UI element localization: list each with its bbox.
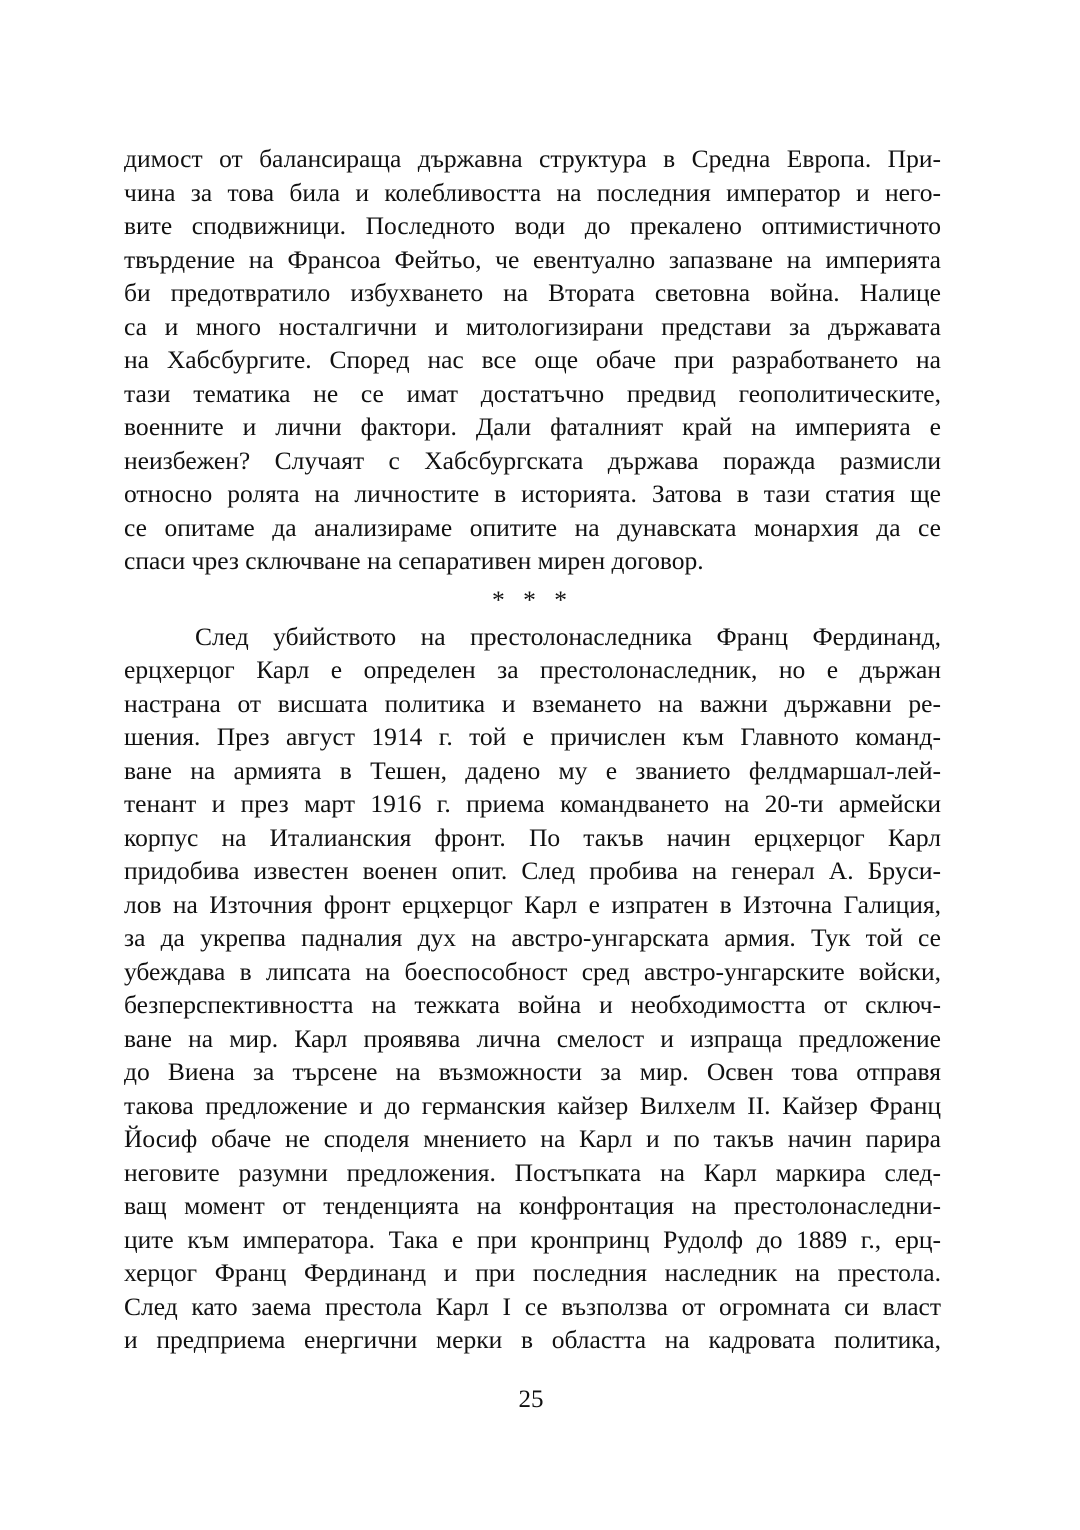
text-line: лов на Източния фронт ерцхерцог Карл е изпратен в Източна Галиция, xyxy=(124,889,941,919)
text-line: спаси чрез сключване на сепаративен мирен договор. xyxy=(124,546,704,575)
text-line: такова предложение и до германския кайзер Вилхелм II. Кайзер Франц xyxy=(124,1090,941,1120)
text-line: неговите разумни предложения. Постъпката на Карл маркира след- xyxy=(124,1157,941,1187)
text-line: за да укрепва падналия дух на австро-унгарската армия. Тук той се xyxy=(124,923,941,952)
text-line: Йосиф обаче не споделя мнението на Карл и по такъв начин парира xyxy=(124,1124,941,1153)
text-line: на Хабсбургите. Според нас все още обаче при разработването на xyxy=(124,345,941,374)
text-line: След убийството на престолонаследника Франц Фердинанд, xyxy=(195,621,941,651)
text-line: тенант и през март 1916 г. приема командването на 20-ти армейски xyxy=(124,789,941,818)
text-line: вите сподвижници. Последното води до прекалено оптимистичното xyxy=(124,211,941,240)
text-line: би предотвратило избухването на Втората световна война. Налице xyxy=(124,278,941,307)
text-line: и предприема енергични мерки в областта на кадровата политика, xyxy=(124,1325,941,1354)
text-line: неизбежен? Случаят с Хабсбургската държава поражда размисли xyxy=(124,445,941,475)
text-line: ване на армията в Тешен, дадено му е званието фелдмаршал-лей- xyxy=(124,755,941,785)
page-body xyxy=(124,142,941,1357)
text-line: до Виена за търсене на възможности за мир. Освен това отправя xyxy=(124,1057,941,1086)
text-line: убеждава в липсата на боеспособност сред австро-унгарските войски, xyxy=(124,956,941,986)
text-line: военните и лични фактори. Дали фаталният край на империята е xyxy=(124,412,941,441)
text-line: твърдение на Франсоа Фейтьо, че евентуално запазване на империята xyxy=(124,244,941,274)
paragraph-2 xyxy=(124,620,941,1357)
text-line: тази тематика не се имат достатъчно предвид геополитическите, xyxy=(124,378,941,408)
text-line: придобива известен военен опит. След пробива на генерал А. Бруси- xyxy=(124,856,941,885)
text-line: ващ момент от тенденцията на конфронтация на престолонаследни- xyxy=(124,1191,941,1220)
text-line: ците към императора. Така е при кронпринц Рудолф до 1889 г., ерц- xyxy=(124,1224,941,1254)
text-line: ване на мир. Карл проявява лична смелост и изпраща предложение xyxy=(124,1023,941,1053)
text-line: са и много носталгични и митологизирани представи за държавата xyxy=(124,311,941,341)
text-line: корпус на Италианския фронт. По такъв начин ерцхерцог Карл xyxy=(124,822,941,852)
text-line: херцог Франц Фердинанд и при последния наследник на престола. xyxy=(124,1258,941,1287)
text-line: чина за това била и колебливостта на последния император и него- xyxy=(124,177,941,207)
section-separator: * * * xyxy=(492,584,573,614)
text-line: относно ролята на личностите в историята. Затова в тази статия ще xyxy=(124,479,941,508)
paragraph-1 xyxy=(124,142,941,578)
text-line: димост от балансираща държавна структура в Средна Европа. При- xyxy=(124,144,941,173)
text-line: След като заема престола Карл I се възползва от огромната си власт xyxy=(124,1291,941,1321)
text-line: се опитаме да анализираме опитите на дунавската монархия да се xyxy=(124,512,941,542)
text-line: настрана от висшата политика и вземането на важни държавни ре- xyxy=(124,688,941,718)
text-line: ерцхерцог Карл е определен за престолонаследник, но е държан xyxy=(124,655,941,684)
page-number: 25 xyxy=(518,1386,544,1413)
text-line: безперспективността на тежката война и необходимостта от сключ- xyxy=(124,990,941,1019)
text-line: шения. През август 1914 г. той е причислен към Главното команд- xyxy=(124,722,941,751)
